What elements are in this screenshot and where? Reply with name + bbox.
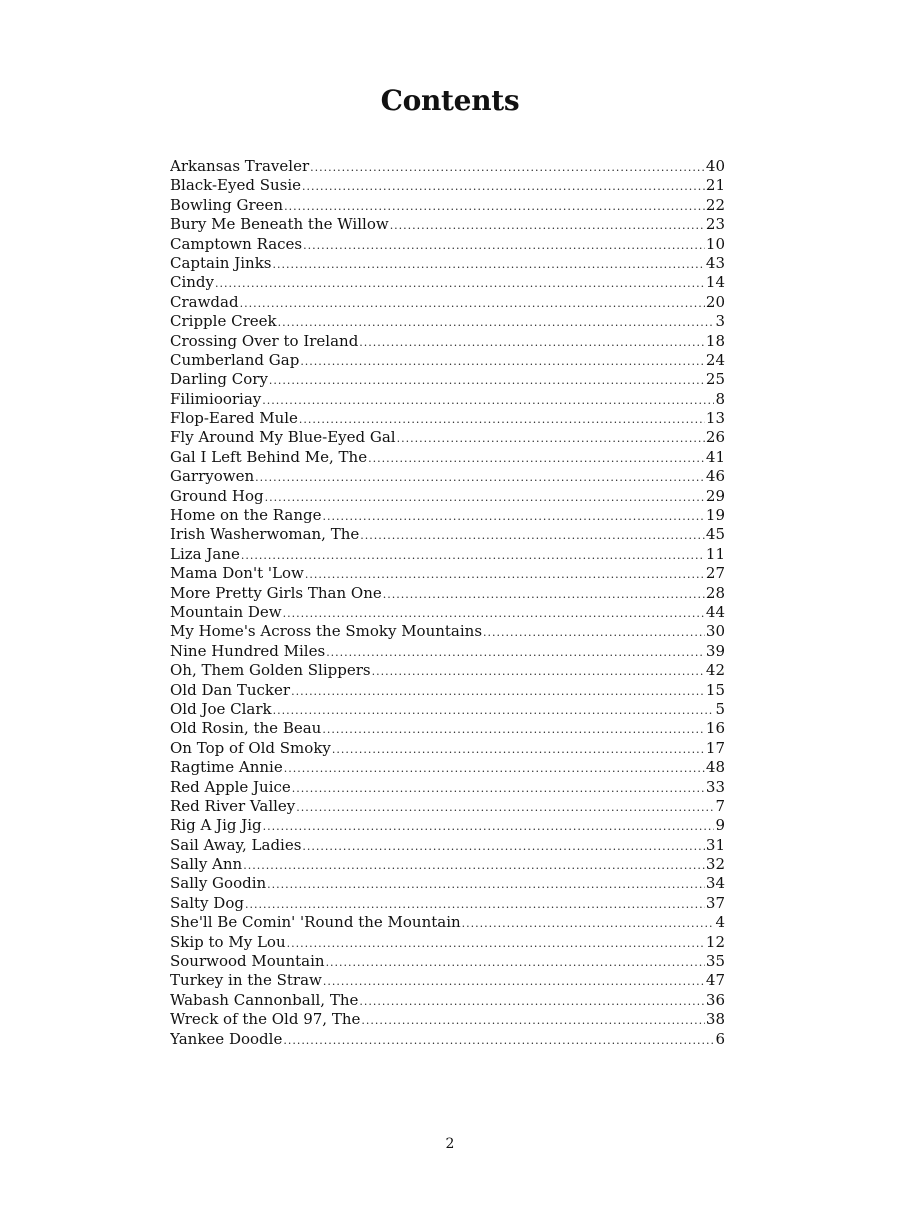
toc-entry <box>170 273 725 292</box>
toc-entry-title: Gal I Left Behind Me, The <box>170 447 368 466</box>
dot-leader <box>299 410 705 428</box>
toc-entry <box>170 157 725 176</box>
toc-entry-title: Sail Away, Ladies <box>170 835 302 854</box>
toc-entry <box>170 913 725 932</box>
toc-entry-page: 35 <box>705 952 725 971</box>
toc-entry-page: 16 <box>705 719 725 738</box>
dot-leader <box>332 740 705 758</box>
toc-entry-page: 31 <box>705 835 725 854</box>
dot-leader <box>283 1031 714 1049</box>
toc-entry-page: 4 <box>715 913 725 932</box>
toc-entry-title: My Home's Across the Smoky Mountains <box>170 622 483 641</box>
dot-leader <box>383 585 705 603</box>
toc-entry-page: 20 <box>705 292 725 311</box>
toc-entry-page: 7 <box>715 796 725 815</box>
toc-entry-page: 28 <box>705 583 725 602</box>
toc-entry <box>170 176 725 195</box>
toc-entry-title: Oh, Them Golden Slippers <box>170 661 371 680</box>
toc-entry-title: Crawdad <box>170 292 239 311</box>
toc-entry-title: Old Rosin, the Beau <box>170 719 322 738</box>
toc-entry <box>170 739 725 758</box>
dot-leader <box>322 720 705 738</box>
toc-entry <box>170 1030 725 1049</box>
page-number: 2 <box>445 1136 455 1152</box>
dot-leader <box>323 507 705 525</box>
toc-entry-title: Turkey in the Straw <box>170 971 322 990</box>
toc-entry <box>170 642 725 661</box>
toc-entry-page: 45 <box>705 525 725 544</box>
dot-leader <box>310 158 705 176</box>
dot-leader <box>361 1011 705 1029</box>
toc-entry <box>170 933 725 952</box>
toc-entry-page: 6 <box>715 1029 725 1048</box>
toc-entry <box>170 603 725 622</box>
toc-entry-title: Nine Hundred Miles <box>170 641 326 660</box>
toc-entry-page: 23 <box>705 215 725 234</box>
table-of-contents <box>170 157 725 1049</box>
toc-entry-title: Liza Jane <box>170 544 240 563</box>
toc-entry-title: Mama Don't 'Low <box>170 564 304 583</box>
toc-entry-page: 40 <box>705 157 725 175</box>
toc-entry-title: Mountain Dew <box>170 602 282 621</box>
toc-entry-page: 32 <box>705 855 725 874</box>
toc-entry-page: 47 <box>705 971 725 990</box>
dot-leader <box>303 236 705 254</box>
toc-entry-page: 13 <box>705 409 725 428</box>
toc-entry <box>170 855 725 874</box>
toc-entry <box>170 254 725 273</box>
toc-entry-title: Filimiooriay <box>170 389 262 408</box>
toc-entry <box>170 661 725 680</box>
toc-entry <box>170 545 725 564</box>
toc-entry-title: Ground Hog <box>170 486 264 505</box>
toc-entry-title: Darling Cory <box>170 370 268 389</box>
toc-entry <box>170 681 725 700</box>
toc-entry <box>170 952 725 971</box>
toc-entry-page: 38 <box>705 1010 725 1029</box>
toc-entry-title: Yankee Doodle <box>170 1029 283 1048</box>
toc-entry-page: 34 <box>705 874 725 893</box>
toc-entry <box>170 196 725 215</box>
dot-leader <box>296 798 714 816</box>
dot-leader <box>263 817 715 835</box>
dot-leader <box>287 934 705 952</box>
toc-entry-page: 37 <box>705 893 725 912</box>
toc-entry <box>170 312 725 331</box>
toc-entry-page: 8 <box>715 389 725 408</box>
toc-entry <box>170 487 725 506</box>
toc-entry-page: 44 <box>705 602 725 621</box>
toc-entry <box>170 719 725 738</box>
toc-entry-title: Red Apple Juice <box>170 777 291 796</box>
toc-entry-page: 29 <box>705 486 725 505</box>
dot-leader <box>262 391 714 409</box>
toc-entry <box>170 816 725 835</box>
dot-leader <box>302 177 705 195</box>
toc-entry-page: 19 <box>705 506 725 525</box>
dot-leader <box>241 546 705 564</box>
toc-entry <box>170 332 725 351</box>
dot-leader <box>215 274 705 292</box>
toc-entry <box>170 235 725 254</box>
dot-leader <box>273 701 715 719</box>
toc-entry <box>170 874 725 893</box>
toc-entry-page: 11 <box>705 544 725 563</box>
dot-leader <box>359 992 705 1010</box>
dot-leader <box>483 623 705 641</box>
toc-entry <box>170 370 725 389</box>
dot-leader <box>326 953 705 971</box>
dot-leader <box>302 837 704 855</box>
toc-entry <box>170 564 725 583</box>
toc-entry <box>170 390 725 409</box>
toc-entry-title: Black-Eyed Susie <box>170 176 302 195</box>
toc-entry <box>170 797 725 816</box>
toc-entry-title: Bowling Green <box>170 195 284 214</box>
dot-leader <box>255 468 705 486</box>
toc-entry <box>170 409 725 428</box>
dot-leader <box>300 352 705 370</box>
toc-entry <box>170 700 725 719</box>
dot-leader <box>265 488 705 506</box>
dot-leader <box>326 643 705 661</box>
toc-entry-title: On Top of Old Smoky <box>170 738 331 757</box>
toc-entry <box>170 836 725 855</box>
toc-entry-page: 14 <box>705 273 725 292</box>
dot-leader <box>323 972 705 990</box>
toc-entry-page: 9 <box>715 816 725 835</box>
toc-entry-page: 46 <box>705 467 725 486</box>
dot-leader <box>390 216 705 234</box>
toc-entry-title: Flop-Eared Mule <box>170 409 298 428</box>
toc-entry-page: 41 <box>705 447 725 466</box>
toc-entry <box>170 351 725 370</box>
toc-entry-page: 48 <box>705 758 725 777</box>
toc-entry-title: Sally Goodin <box>170 874 267 893</box>
toc-entry-page: 30 <box>705 622 725 641</box>
toc-entry-title: She'll Be Comin' 'Round the Mountain <box>170 913 461 932</box>
toc-entry-page: 24 <box>705 350 725 369</box>
toc-entry <box>170 428 725 447</box>
dot-leader <box>267 875 705 893</box>
toc-entry-title: Ragtime Annie <box>170 758 283 777</box>
toc-entry-page: 17 <box>705 738 725 757</box>
toc-entry <box>170 778 725 797</box>
dot-leader <box>269 371 705 389</box>
toc-entry-title: Skip to My Lou <box>170 932 286 951</box>
toc-entry-page: 10 <box>705 234 725 253</box>
dot-leader <box>462 914 715 932</box>
toc-entry-page: 5 <box>715 699 725 718</box>
dot-leader <box>272 255 704 273</box>
toc-entry <box>170 758 725 777</box>
toc-entry-page: 3 <box>715 312 725 331</box>
dot-leader <box>284 197 705 215</box>
toc-entry <box>170 293 725 312</box>
toc-entry-page: 12 <box>705 932 725 951</box>
toc-entry-title: Captain Jinks <box>170 253 272 272</box>
toc-entry-title: Home on the Range <box>170 506 322 525</box>
page-title: Contents <box>380 84 520 117</box>
toc-entry-title: Camptown Races <box>170 234 303 253</box>
toc-entry-page: 22 <box>705 195 725 214</box>
toc-entry-title: Sally Ann <box>170 855 243 874</box>
toc-entry-title: Garryowen <box>170 467 255 486</box>
toc-entry <box>170 525 725 544</box>
toc-entry-title: More Pretty Girls Than One <box>170 583 382 602</box>
toc-entry-title: Wabash Cannonball, The <box>170 990 359 1009</box>
toc-entry-title: Irish Washerwoman, The <box>170 525 360 544</box>
dot-leader <box>372 662 705 680</box>
toc-entry <box>170 215 725 234</box>
toc-entry-page: 42 <box>705 661 725 680</box>
toc-entry-page: 33 <box>705 777 725 796</box>
dot-leader <box>284 759 705 777</box>
dot-leader <box>397 429 705 447</box>
dot-leader <box>368 449 705 467</box>
dot-leader <box>305 565 705 583</box>
toc-entry <box>170 506 725 525</box>
toc-entry-page: 26 <box>705 428 725 447</box>
toc-entry-page: 36 <box>705 990 725 1009</box>
toc-entry-title: Bury Me Beneath the Willow <box>170 215 389 234</box>
toc-entry <box>170 894 725 913</box>
toc-entry-title: Arkansas Traveler <box>170 157 310 175</box>
toc-entry-page: 27 <box>705 564 725 583</box>
toc-entry-title: Cindy <box>170 273 215 292</box>
toc-entry <box>170 584 725 603</box>
toc-entry-title: Rig A Jig Jig <box>170 816 262 835</box>
toc-entry-title: Fly Around My Blue-Eyed Gal <box>170 428 396 447</box>
toc-entry-title: Wreck of the Old 97, The <box>170 1010 361 1029</box>
toc-entry-title: Salty Dog <box>170 893 244 912</box>
toc-entry-page: 43 <box>705 253 725 272</box>
toc-entry-title: Crossing Over to Ireland <box>170 331 359 350</box>
dot-leader <box>245 895 705 913</box>
dot-leader <box>291 682 705 700</box>
toc-entry <box>170 971 725 990</box>
toc-entry-title: Cripple Creek <box>170 312 277 331</box>
dot-leader <box>240 294 705 312</box>
dot-leader <box>283 604 705 622</box>
toc-entry <box>170 1010 725 1029</box>
toc-entry-page: 39 <box>705 641 725 660</box>
toc-entry-page: 25 <box>705 370 725 389</box>
toc-entry-title: Old Dan Tucker <box>170 680 291 699</box>
toc-entry <box>170 467 725 486</box>
dot-leader <box>359 333 705 351</box>
toc-entry-title: Sourwood Mountain <box>170 952 325 971</box>
toc-entry <box>170 448 725 467</box>
toc-entry-title: Old Joe Clark <box>170 699 272 718</box>
toc-entry-page: 15 <box>705 680 725 699</box>
toc-entry-title: Red River Valley <box>170 796 296 815</box>
toc-entry-title: Cumberland Gap <box>170 350 300 369</box>
toc-entry <box>170 991 725 1010</box>
dot-leader <box>360 526 705 544</box>
dot-leader <box>243 856 705 874</box>
dot-leader <box>292 779 705 797</box>
toc-entry-page: 18 <box>705 331 725 350</box>
dot-leader <box>278 313 715 331</box>
toc-entry <box>170 622 725 641</box>
toc-entry-page: 21 <box>705 176 725 195</box>
